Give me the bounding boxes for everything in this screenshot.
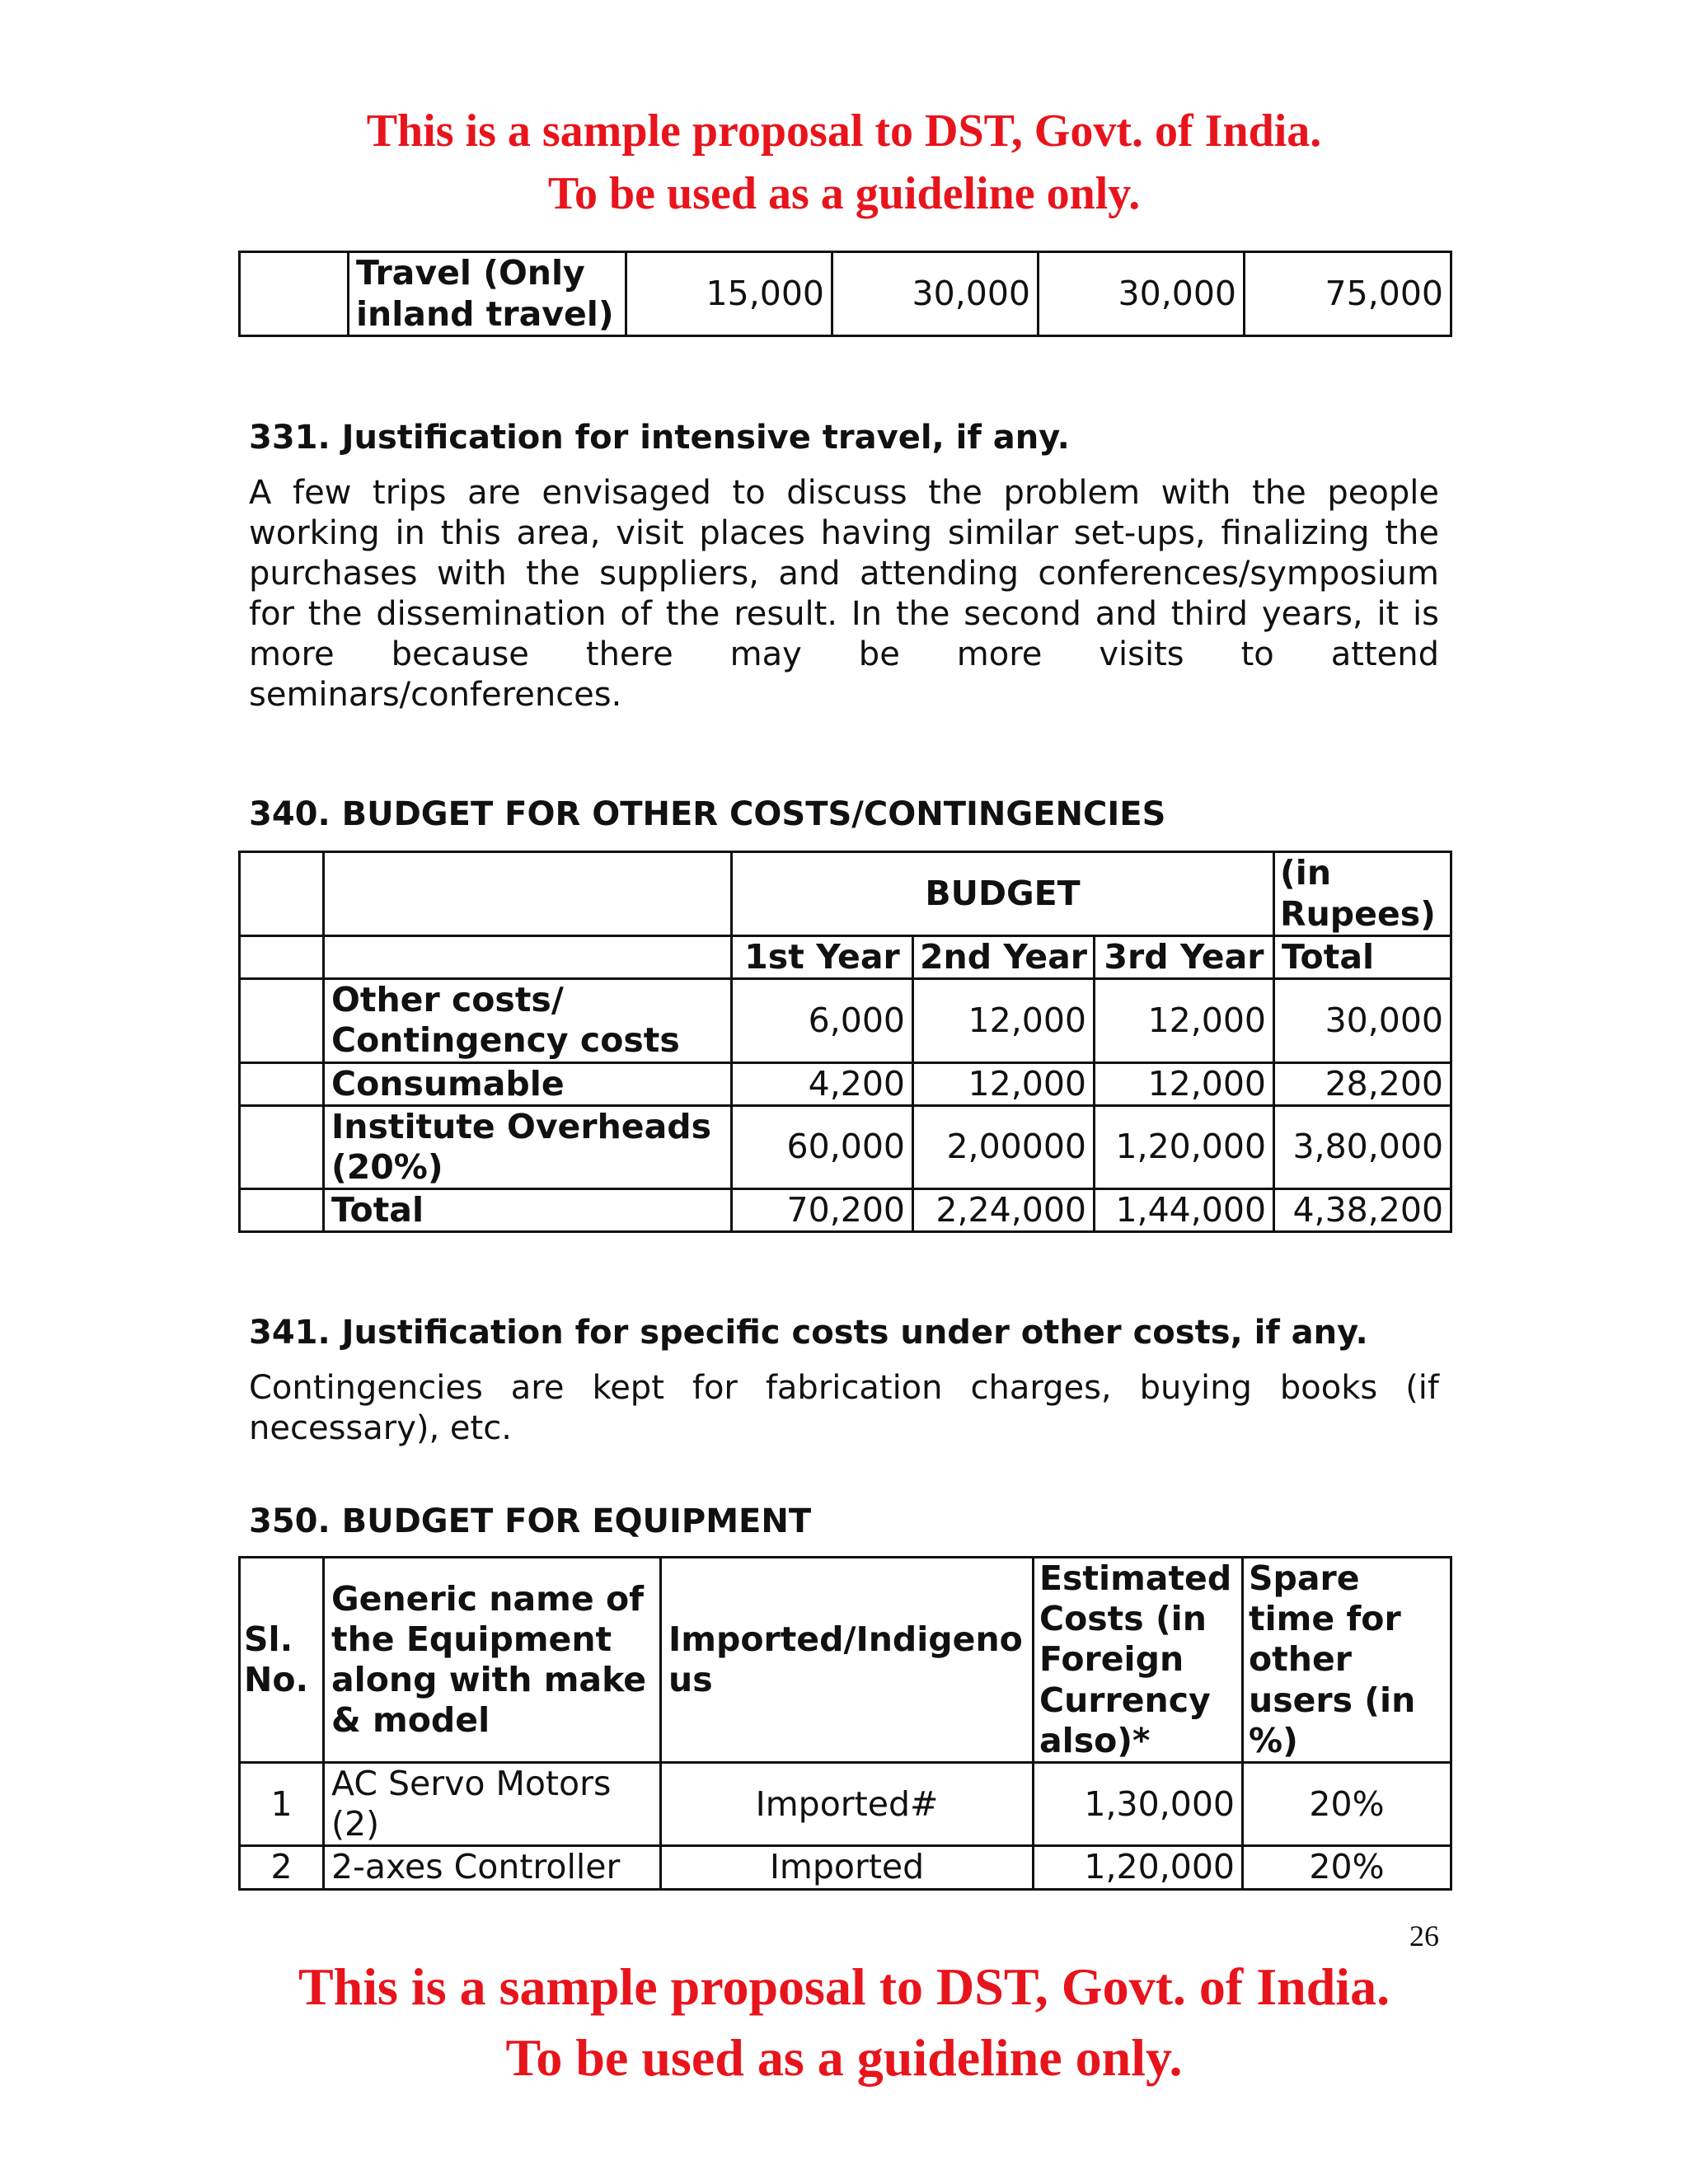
watermark-top: [0, 101, 1688, 225]
cell-value: 12,000: [913, 979, 1095, 1062]
cell-equipment-name: 2-axes Controller: [324, 1846, 661, 1889]
empty-cell: [240, 979, 324, 1062]
column-header-sl-no: Sl. No.: [240, 1558, 324, 1763]
section-331-body: A few trips are envisaged to discuss the problem with the people working in this area, visit places having similar set-ups, finalizing the purchases with the suppliers, and attending conferences/symposium for the dissemination of the result. In the second and third years, it is more because there may be more visits to attend seminars/conferences.: [249, 474, 1439, 714]
travel-year2: 30,000: [832, 252, 1039, 336]
column-header-year1: 1st Year: [732, 936, 913, 979]
cell-value: 28,200: [1274, 1062, 1451, 1105]
row-label: Total: [324, 1189, 732, 1232]
table-row: [240, 1762, 1451, 1845]
row-label: Consumable: [324, 1062, 732, 1105]
column-header-source: Imported/Indigenous: [661, 1558, 1034, 1763]
column-header-total: Total: [1274, 936, 1451, 979]
cell-value: 60,000: [732, 1105, 913, 1188]
cell-value: 70,200: [732, 1189, 913, 1232]
table-row: [240, 1062, 1451, 1105]
cell-value: 12,000: [1095, 1062, 1274, 1105]
empty-cell: [240, 936, 324, 979]
empty-cell: [240, 852, 324, 936]
watermark-bottom: [0, 1952, 1688, 2094]
watermark-line-1: This is a sample proposal to DST, Govt. of India.: [298, 1957, 1390, 2016]
section-350-heading: 350. BUDGET FOR EQUIPMENT: [249, 1502, 812, 1540]
travel-total: 75,000: [1245, 252, 1451, 336]
page-number: 26: [1409, 1919, 1439, 1952]
empty-cell: [240, 1189, 324, 1232]
column-header-spare-time: Spare time for other users (in %): [1243, 1558, 1451, 1763]
cell-cost: 1,20,000: [1034, 1846, 1243, 1889]
empty-cell: [240, 1105, 324, 1188]
row-label: Institute Overheads (20%): [324, 1105, 732, 1188]
table-total-row: [240, 1189, 1451, 1232]
table-row: [240, 852, 1451, 936]
cell-equipment-name: AC Servo Motors (2): [324, 1762, 661, 1845]
table-row: [240, 1105, 1451, 1188]
watermark-line-2: To be used as a guideline only.: [547, 167, 1141, 219]
travel-label: Travel (Only inland travel): [349, 252, 626, 336]
column-header-year3: 3rd Year: [1095, 936, 1274, 979]
section-341-heading: 341. Justification for specific costs under other costs, if any.: [249, 1314, 1368, 1352]
cell-value: 4,38,200: [1274, 1189, 1451, 1232]
travel-budget-table: [238, 251, 1452, 337]
cell-source: Imported#: [661, 1762, 1034, 1845]
equipment-table: [238, 1556, 1452, 1891]
table-header-row: [240, 1558, 1451, 1763]
column-header-equipment-name: Generic name of the Equipment along with make & model: [324, 1558, 661, 1763]
budget-label: BUDGET: [732, 852, 1274, 936]
cell-value: 6,000: [732, 979, 913, 1062]
empty-cell: [240, 252, 349, 336]
unit-label: (in Rupees): [1274, 852, 1451, 936]
cell-value: 2,24,000: [913, 1189, 1095, 1232]
cell-value: 4,200: [732, 1062, 913, 1105]
table-row: [240, 1846, 1451, 1889]
section-341-body: Contingencies are kept for fabrication charges, buying books (if necessary), etc.: [249, 1369, 1439, 1447]
watermark-line-2: To be used as a guideline only.: [505, 2028, 1183, 2088]
section-340-heading: 340. BUDGET FOR OTHER COSTS/CONTINGENCIES: [249, 795, 1166, 833]
cell-value: 12,000: [1095, 979, 1274, 1062]
table-header-row: [240, 936, 1451, 979]
travel-year1: 15,000: [626, 252, 832, 336]
cell-sl-no: 2: [240, 1846, 324, 1889]
column-header-year2: 2nd Year: [913, 936, 1095, 979]
table-row: [240, 252, 1451, 336]
cell-value: 1,44,000: [1095, 1189, 1274, 1232]
row-label: Other costs/ Contingency costs: [324, 979, 732, 1062]
other-costs-table: [238, 851, 1452, 1233]
empty-cell: [240, 1062, 324, 1105]
cell-spare-time: 20%: [1243, 1846, 1451, 1889]
cell-cost: 1,30,000: [1034, 1762, 1243, 1845]
empty-cell: [324, 852, 732, 936]
watermark-line-1: This is a sample proposal to DST, Govt. of India.: [366, 105, 1322, 157]
travel-year3: 30,000: [1039, 252, 1245, 336]
table-row: [240, 979, 1451, 1062]
section-331-heading: 331. Justification for intensive travel, if any.: [249, 419, 1070, 457]
cell-value: 12,000: [913, 1062, 1095, 1105]
cell-spare-time: 20%: [1243, 1762, 1451, 1845]
cell-value: 3,80,000: [1274, 1105, 1451, 1188]
empty-cell: [324, 936, 732, 979]
column-header-estimated-cost: Estimated Costs (in Foreign Currency also)*: [1034, 1558, 1243, 1763]
cell-source: Imported: [661, 1846, 1034, 1889]
cell-value: 2,00000: [913, 1105, 1095, 1188]
cell-value: 30,000: [1274, 979, 1451, 1062]
cell-value: 1,20,000: [1095, 1105, 1274, 1188]
cell-sl-no: 1: [240, 1762, 324, 1845]
